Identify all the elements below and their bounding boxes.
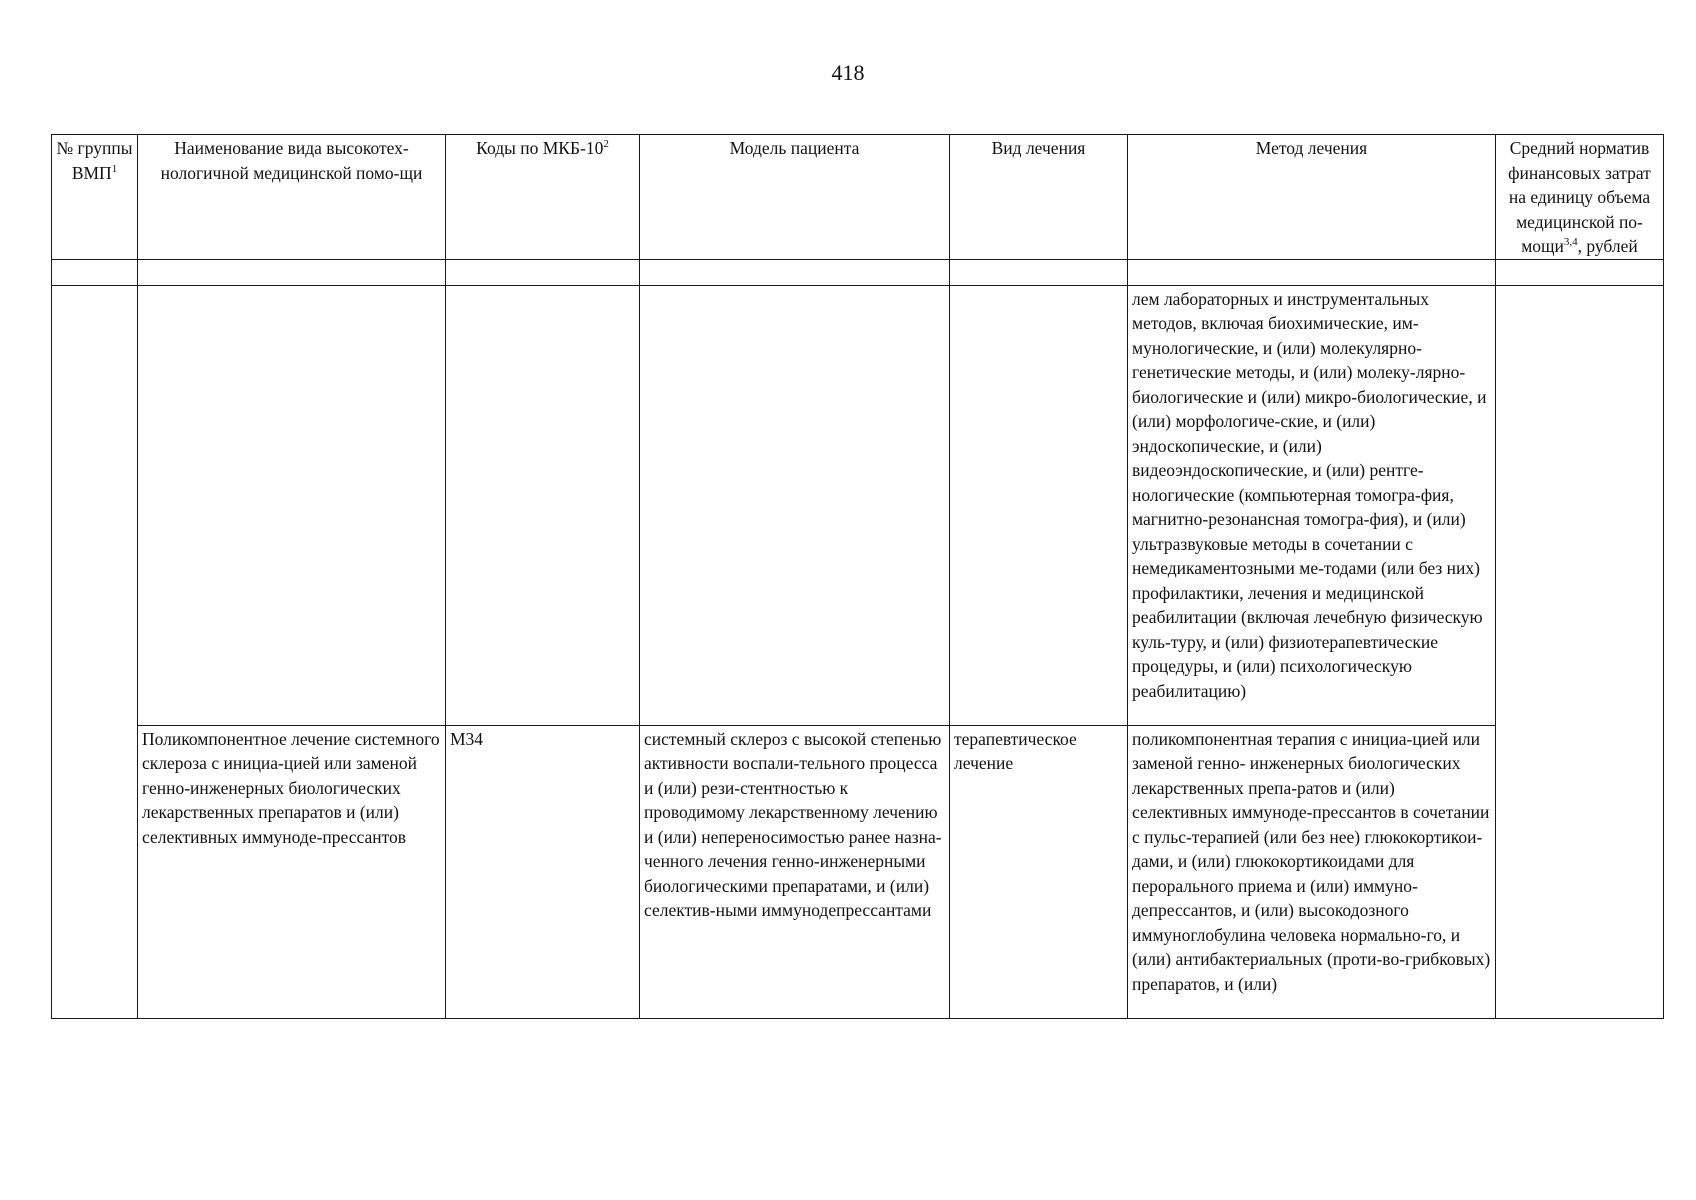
cell-method: лем лабораторных и инструментальных методов, включая биохимические, им-мунологические, и (или) молекулярно-генетические методы, и (или) молеку-лярно-биологические и (или) микро-биологические, и (или) морфологиче-ские, и (или) эндоскопические, и (или) видеоэндоскопические, и (или) рентге-нологические (компьютерная томогра-фия, магнитно-резонансная томогра-фия), и (или) ультразвуковые методы в сочетании с немедикаментозными ме-тодами (или без них) профилактики, лечения и медицинской реабилитации (включая лечебную физическую куль-туру, и (или) физиотерапевтические процедуры, и (или) психологическую реабилитацию) <box>1128 285 1496 725</box>
cell-name: Поликомпонентное лечение системного склероза с инициа-цией или заменой генно-инженерных биологических лекарственных препаратов и (или) селективных иммуноде-прессантов <box>138 725 446 1018</box>
table-row <box>52 725 1664 1018</box>
header-codes: Коды по МКБ-$10^2$ <box>446 135 640 260</box>
cell-method: поликомпонентная терапия с инициа-цией или заменой генно- инженерных биологических лекарственных препа-ратов и (или) селективных иммуноде-прессантов в сочетании с пульс-терапией (или без нее) глюкокортикои-дами, и (или) глюкокортикоидами для перорального приема и (или) иммуно-депрессантов, и (или) высокодозного иммуноглобулина человека нормально-го, и (или) антибактериальных (проти-во-грибковых) препаратов, и (или) <box>1128 725 1496 1018</box>
header-cost: Средний норматив финансовых затрат на единицу объема медицинской по-мощи$^{3,4}$, рублей <box>1496 135 1664 260</box>
vmp-table <box>51 134 1664 1019</box>
header-treatment-type: Вид лечения <box>950 135 1128 260</box>
page-number: 418 <box>831 60 865 85</box>
cell-model: системный склероз с высокой степенью активности воспали-тельного процесса и (или) рези-стентностью к проводимому лекарственному лечению и (или) непереносимостью ранее назна-ченного лечения генно-инженерными биологическими препаратами, и (или) селектив-ными иммунодепрессантами <box>640 725 950 1018</box>
cell-model <box>640 285 950 725</box>
cell-name <box>138 285 446 725</box>
spacer-row <box>52 259 1664 285</box>
header-group-no: № группы ВМП$^1$ <box>52 135 138 260</box>
cell-cost <box>1496 285 1664 1018</box>
cell-treatment-type: терапевтическое лечение <box>950 725 1128 1018</box>
cell-codes <box>446 285 640 725</box>
cell-codes: M34 <box>446 725 640 1018</box>
table-row <box>52 285 1664 725</box>
cell-group-no <box>52 285 138 1018</box>
header-method: Метод лечения <box>1128 135 1496 260</box>
header-model: Модель пациента <box>640 135 950 260</box>
header-row <box>52 135 1664 260</box>
cell-treatment-type <box>950 285 1128 725</box>
header-name: Наименование вида высокотех-нологичной медицинской помо-щи <box>138 135 446 260</box>
